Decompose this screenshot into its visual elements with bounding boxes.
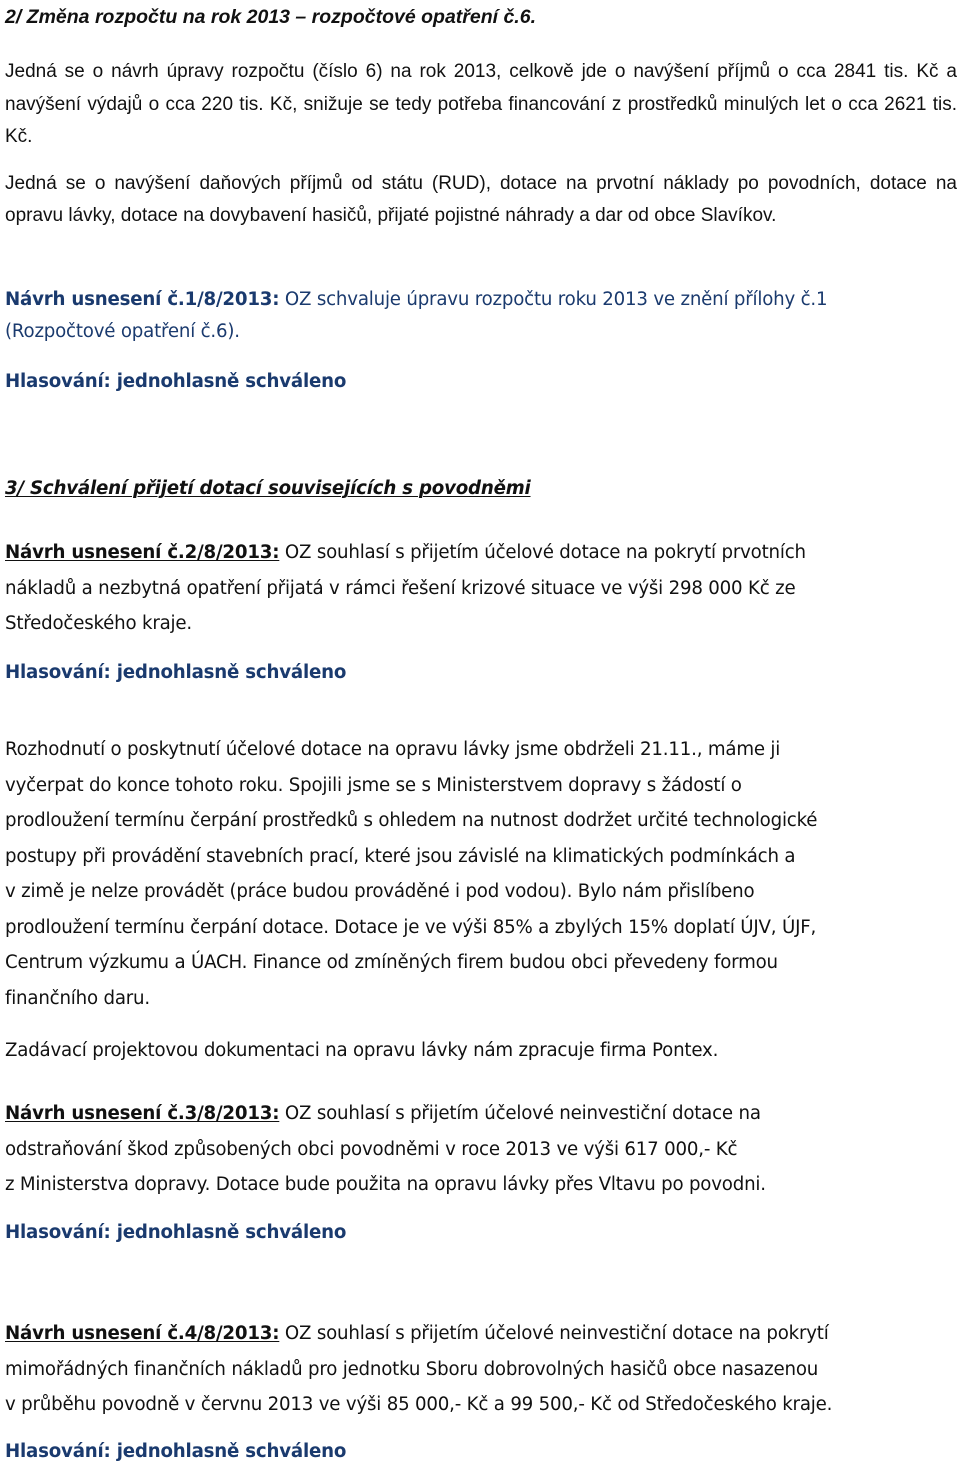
- vote-1: Hlasování: jednohlasně schváleno: [5, 371, 347, 392]
- resolution-1: [5, 284, 827, 348]
- resolution-2-text-2: nákladů a nezbytná opatření přijatá v rámci řešení krizové situace ve výši 298 000 Kč ze: [5, 577, 796, 599]
- section-2-paragraph-2: Jedná se o navýšení daňových příjmů od státu (RUD), dotace na prvotní náklady po povodních, dotace na opravu lávky, dotace na dovybavení hasičů, přijaté pojistné náhrady a dar od obce Slavíkov.: [5, 173, 957, 226]
- info-line: prodloužení termínu čerpání prostředků s ohledem na nutnost dodržet určité technologické: [5, 810, 818, 831]
- resolution-2-text-1: OZ souhlasí s přijetím účelové dotace na pokrytí prvotních: [279, 542, 806, 563]
- resolution-3-text-3: z Ministerstva dopravy. Dotace bude použita na opravu lávky přes Vltavu po povodni.: [5, 1174, 766, 1195]
- info-line: finančního daru.: [5, 987, 150, 1009]
- info-line: prodloužení termínu čerpání dotace. Dotace je ve výši 85% a zbylých 15% doplatí ÚJV, ÚJF,: [5, 916, 817, 938]
- vote-3: Hlasování: jednohlasně schváleno: [5, 1222, 347, 1243]
- resolution-1-label: Návrh usnesení č.1/8/2013:: [5, 289, 280, 310]
- resolution-3: [5, 1096, 766, 1203]
- info-line: vyčerpat do konce tohoto roku. Spojili jsme se s Ministerstvem dopravy s žádostí o: [5, 774, 742, 796]
- resolution-1-text-2: (Rozpočtové opatření č.6).: [5, 321, 240, 342]
- resolution-1-text: OZ schvaluje úpravu rozpočtu roku 2013 ve znění přílohy č.1: [279, 289, 828, 310]
- resolution-3-text-1: OZ souhlasí s přijetím účelové neinvestiční dotace na: [279, 1103, 761, 1124]
- resolution-2-label: Návrh usnesení č.2/8/2013:: [5, 542, 280, 563]
- pontex-paragraph: Zadávací projektovou dokumentaci na opravu lávky nám zpracuje firma Pontex.: [5, 1040, 719, 1061]
- info-line: postupy při provádění stavebních prací, které jsou závislé na klimatických podmínkách a: [5, 845, 796, 867]
- info-paragraph: [5, 732, 817, 1016]
- resolution-3-label: Návrh usnesení č.3/8/2013:: [5, 1103, 280, 1124]
- info-line: v zimě je nelze provádět (práce budou prováděné i pod vodou). Bylo nám přislíbeno: [5, 881, 755, 902]
- resolution-3-text-2: odstraňování škod způsobených obci povodněmi v roce 2013 ve výši 617 000,- Kč: [5, 1138, 738, 1160]
- info-line: Centrum výzkumu a ÚACH. Finance od zmíněných firem budou obci převedeny formou: [5, 952, 778, 973]
- resolution-2: [5, 535, 806, 642]
- resolution-4-text-2: mimořádných finančních nákladů pro jednotku Sboru dobrovolných hasičů obce nasazenou: [5, 1358, 819, 1380]
- resolution-4-label: Návrh usnesení č.4/8/2013:: [5, 1323, 280, 1344]
- resolution-2-text-3: Středočeského kraje.: [5, 613, 192, 634]
- resolution-4-text-3: v průběhu povodně v červnu 2013 ve výši 85 000,- Kč a 99 500,- Kč od Středočeského kraje.: [5, 1394, 833, 1415]
- info-line: Rozhodnutí o poskytnutí účelové dotace na opravu lávky jsme obdrželi 21.11., máme ji: [5, 739, 781, 760]
- vote-4: Hlasování: jednohlasně schváleno: [5, 1441, 347, 1462]
- section-2-heading: 2/ Změna rozpočtu na rok 2013 – rozpočtové opatření č.6.: [5, 6, 536, 28]
- resolution-4-text-1: OZ souhlasí s přijetím účelové neinvestiční dotace na pokrytí: [279, 1323, 829, 1344]
- resolution-4: [5, 1316, 832, 1423]
- section-3-heading: 3/ Schválení přijetí dotací souvisejících s povodněmi: [5, 478, 531, 499]
- section-2-paragraph-1: Jedná se o návrh úpravy rozpočtu (číslo 6) na rok 2013, celkově jde o navýšení příjmů o cca 2841 tis. Kč a navýšení výdajů o cca 220 tis. Kč, snižuje se tedy potřeba financování z prostředků minulých let o cca 2621 tis. Kč.: [5, 61, 957, 147]
- vote-2: Hlasování: jednohlasně schváleno: [5, 662, 347, 683]
